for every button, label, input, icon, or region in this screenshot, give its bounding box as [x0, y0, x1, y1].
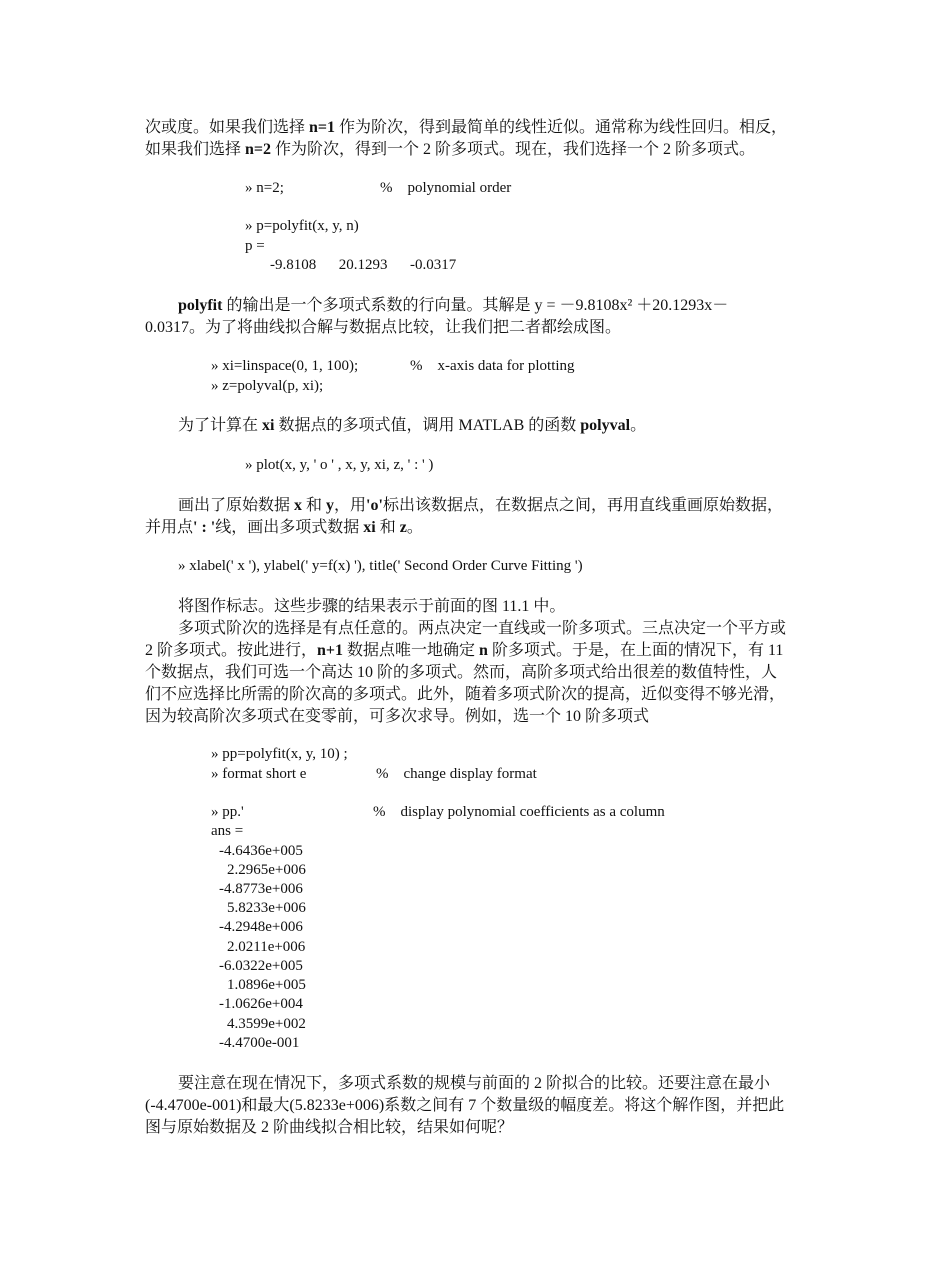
coefficient-value: -1.0626e+004 [219, 996, 303, 1012]
code-command: » pp=polyfit(x, y, 10) ; [211, 746, 348, 762]
paragraph-line: 0.0317。为了将曲线拟合解与数据点比较，让我们把二者都绘成图。 [145, 319, 622, 336]
bold-term: xi [363, 519, 376, 536]
coefficient-value: -4.2948e+006 [219, 919, 303, 935]
paragraph-line [178, 416, 646, 436]
coefficient-value: 2.2965e+006 [227, 862, 306, 878]
bold-term: n=1 [309, 119, 336, 136]
text-run: 。 [406, 519, 423, 536]
text-run: 如果我们选择 [145, 141, 246, 158]
code-command: » xi=linspace(0, 1, 100); [211, 358, 359, 374]
paragraph-line: 个数据点，我们可选一个高达 10 阶的多项式。然而，高阶多项式给出很差的数值特性，人 [145, 664, 778, 681]
text-run: 标出该数据点，在数据点之间，再用直线重画原始数据， [382, 497, 783, 514]
coefficient-value: 1.0896e+005 [227, 977, 306, 993]
bold-term: xi [262, 417, 275, 434]
text-run: 的输出是一个多项式系数的行向量。其解是 y = －9.8108x² ＋20.1293x－ [222, 297, 729, 314]
text-run: 。 [630, 417, 647, 434]
paragraph-line: 图与原始数据及 2 阶曲线拟合相比较，结果如何呢？ [145, 1119, 514, 1136]
coefficient-value: -6.0322e+005 [219, 958, 303, 974]
text-run: 次或度。如果我们选择 [145, 119, 310, 136]
bold-term: ' : ' [193, 519, 216, 536]
coefficient-value: 4.3599e+002 [227, 1016, 306, 1032]
text-run: ，用 [334, 497, 367, 514]
text-run: 数据点的多项式值，调用 MATLAB 的函数 [274, 417, 581, 434]
code-command: » n=2; [245, 180, 284, 196]
text-run: 数据点唯一地确定 [343, 642, 480, 659]
paragraph-line [145, 641, 783, 661]
paragraph-line: 多项式阶次的选择是有点任意的。两点决定一直线或一阶多项式。三点决定一个平方或 [178, 620, 787, 637]
text-run: 并用点 [145, 519, 194, 536]
code-command: » plot(x, y, ' o ' , x, y, xi, z, ' : ' ) [245, 457, 434, 473]
code-comment: % x-axis data for plotting [410, 358, 575, 374]
bold-term: n+1 [317, 642, 344, 659]
paragraph-line: 将图作标志。这些步骤的结果表示于前面的图 11.1 中。 [178, 598, 566, 615]
coefficient-value: -4.6436e+005 [219, 843, 303, 859]
coefficient-value: -4.8773e+006 [219, 881, 303, 897]
text-run: 画出了原始数据 [178, 497, 295, 514]
text-run: 和 [375, 519, 400, 536]
bold-term: n [479, 642, 488, 659]
bold-term: y [326, 497, 335, 514]
output-values: -9.8108 20.1293 -0.0317 [270, 257, 457, 273]
code-comment: % polynomial order [380, 180, 512, 196]
paragraph-line: 因为较高阶次多项式在变零前，可多次求导。例如，选一个 10 阶多项式 [145, 708, 650, 725]
bold-term: x [294, 497, 303, 514]
bold-term: 'o' [366, 497, 383, 514]
code-command: » format short e [211, 766, 307, 782]
code-comment: % display polynomial coefficients as a column [373, 804, 665, 820]
text-run: 2 阶多项式。按此进行， [145, 642, 318, 659]
paragraph-line [178, 496, 783, 516]
paragraph-line [145, 518, 423, 538]
text-run: 作为阶次，得到一个 2 阶多项式。现在，我们选择一个 2 阶多项式。 [271, 141, 756, 158]
bold-term: n=2 [245, 141, 272, 158]
code-command: » pp.' [211, 804, 244, 820]
code-comment: % change display format [376, 766, 537, 782]
coefficient-value: 2.0211e+006 [227, 939, 306, 955]
bold-term: z [399, 519, 407, 536]
text-run: 阶多项式。于是，在上面的情况下，有 11 [487, 642, 784, 659]
text-run: 作为阶次，得到最简单的线性近似。通常称为线性回归。相反， [335, 119, 788, 136]
paragraph-line [178, 296, 728, 316]
coefficient-value: 5.8233e+006 [227, 900, 306, 916]
code-command: » z=polyval(p, xi); [211, 378, 324, 394]
bold-term: polyval [580, 417, 631, 434]
output-label: ans = [211, 823, 244, 839]
code-command: » p=polyfit(x, y, n) [245, 218, 359, 234]
output-label: p = [245, 238, 265, 254]
paragraph-line: (-4.4700e-001)和最大(5.8233e+006)系数之间有 7 个数量级的幅度差。将这个解作图，并把此 [145, 1097, 785, 1114]
text-run: 线，画出多项式数据 [215, 519, 364, 536]
paragraph-line [145, 118, 787, 138]
code-command: » xlabel(' x '), ylabel(' y=f(x) '), title(' Second Order Curve Fitting ') [178, 558, 583, 574]
paragraph-line: 要注意在现在情况下，多项式系数的规模与前面的 2 阶拟合的比较。还要注意在最小 [178, 1075, 771, 1092]
text-run: 为了计算在 [178, 417, 263, 434]
coefficient-value: -4.4700e-001 [219, 1035, 300, 1051]
paragraph-line [145, 140, 755, 160]
paragraph-line: 们不应选择比所需的阶次高的多项式。此外，随着多项式阶次的提高，近似变得不够光滑， [145, 686, 786, 703]
bold-term: polyfit [178, 297, 223, 314]
text-run: 和 [302, 497, 327, 514]
